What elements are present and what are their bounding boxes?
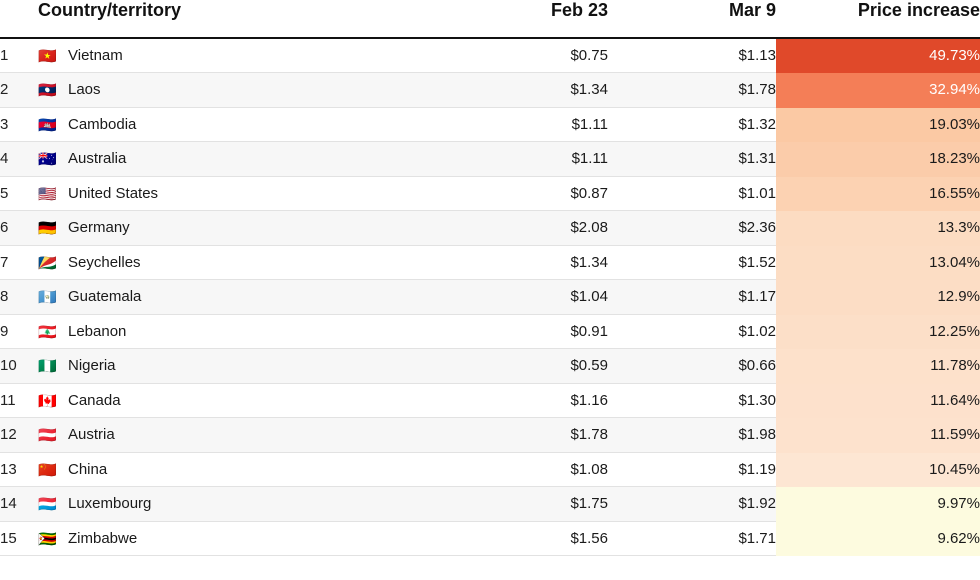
table-row xyxy=(0,245,980,280)
flag-icon: 🇿🇼 xyxy=(38,530,57,548)
cell-price-feb23: $1.16 xyxy=(438,383,608,418)
cell-price-feb23: $1.78 xyxy=(438,418,608,453)
cell-rank: 12 xyxy=(0,418,38,453)
cell-country xyxy=(38,314,438,349)
cell-price-mar9: $1.19 xyxy=(608,452,776,487)
country-label: United States xyxy=(68,184,159,202)
flag-icon: 🇩🇪 xyxy=(38,220,57,238)
country-label: Seychelles xyxy=(68,253,141,271)
cell-country xyxy=(38,487,438,522)
table-row xyxy=(0,383,980,418)
cell-country xyxy=(38,38,438,73)
cell-rank: 14 xyxy=(0,487,38,522)
flag-icon: 🇨🇦 xyxy=(38,392,57,410)
table-row xyxy=(0,349,980,384)
table-row xyxy=(0,38,980,73)
cell-price-feb23: $2.08 xyxy=(438,211,608,246)
table-header xyxy=(0,0,980,38)
cell-price-mar9: $1.52 xyxy=(608,245,776,280)
cell-price-mar9: $1.92 xyxy=(608,487,776,522)
cell-price-increase: 49.73% xyxy=(776,38,980,73)
country-label: China xyxy=(68,460,108,478)
cell-price-feb23: $1.08 xyxy=(438,452,608,487)
flag-icon: 🇺🇸 xyxy=(38,185,57,203)
cell-price-mar9: $1.30 xyxy=(608,383,776,418)
cell-price-increase: 13.04% xyxy=(776,245,980,280)
cell-price-increase: 19.03% xyxy=(776,107,980,142)
table-row xyxy=(0,314,980,349)
cell-price-feb23: $1.56 xyxy=(438,521,608,556)
cell-country xyxy=(38,107,438,142)
cell-rank: 7 xyxy=(0,245,38,280)
table-row xyxy=(0,211,980,246)
country-label: Zimbabwe xyxy=(68,529,138,547)
cell-price-feb23: $1.75 xyxy=(438,487,608,522)
flag-icon: 🇨🇳 xyxy=(38,461,57,479)
cell-rank: 8 xyxy=(0,280,38,315)
cell-price-feb23: $0.87 xyxy=(438,176,608,211)
cell-price-mar9: $1.31 xyxy=(608,142,776,177)
cell-price-increase: 12.9% xyxy=(776,280,980,315)
cell-country xyxy=(38,452,438,487)
cell-price-feb23: $1.34 xyxy=(438,245,608,280)
country-label: Luxembourg xyxy=(68,495,152,513)
column-header-increase: Price increase xyxy=(776,0,980,38)
cell-price-feb23: $1.11 xyxy=(438,142,608,177)
flag-icon: 🇱🇺 xyxy=(38,496,57,514)
flag-icon: 🇦🇺 xyxy=(38,151,57,169)
table-row xyxy=(0,452,980,487)
country-label: Cambodia xyxy=(68,115,137,133)
table-row xyxy=(0,176,980,211)
flag-icon: 🇱🇧 xyxy=(38,323,57,341)
country-label: Nigeria xyxy=(68,357,116,375)
country-label: Lebanon xyxy=(68,322,127,340)
cell-price-feb23: $0.59 xyxy=(438,349,608,384)
cell-rank: 13 xyxy=(0,452,38,487)
cell-rank: 2 xyxy=(0,73,38,108)
cell-price-mar9: $0.66 xyxy=(608,349,776,384)
cell-price-increase: 32.94% xyxy=(776,73,980,108)
cell-price-feb23: $0.91 xyxy=(438,314,608,349)
cell-price-increase: 13.3% xyxy=(776,211,980,246)
table-row xyxy=(0,418,980,453)
cell-country xyxy=(38,349,438,384)
table-row xyxy=(0,142,980,177)
table-row xyxy=(0,107,980,142)
cell-country xyxy=(38,383,438,418)
cell-price-increase: 11.59% xyxy=(776,418,980,453)
cell-price-mar9: $1.02 xyxy=(608,314,776,349)
column-header-mar9: Mar 9 xyxy=(608,0,776,38)
flag-icon: 🇱🇦 xyxy=(38,82,57,100)
table-row xyxy=(0,73,980,108)
table-row xyxy=(0,280,980,315)
cell-rank: 6 xyxy=(0,211,38,246)
country-label: Austria xyxy=(68,426,115,444)
flag-icon: 🇦🇹 xyxy=(38,427,57,445)
cell-price-increase: 9.62% xyxy=(776,521,980,556)
cell-rank: 10 xyxy=(0,349,38,384)
cell-country xyxy=(38,418,438,453)
cell-price-mar9: $1.13 xyxy=(608,38,776,73)
column-header-country: Country/territory xyxy=(38,0,438,38)
cell-price-feb23: $0.75 xyxy=(438,38,608,73)
cell-price-feb23: $1.34 xyxy=(438,73,608,108)
cell-rank: 5 xyxy=(0,176,38,211)
cell-price-mar9: $1.32 xyxy=(608,107,776,142)
table-header-row xyxy=(0,0,980,38)
cell-price-increase: 9.97% xyxy=(776,487,980,522)
column-header-rank xyxy=(0,0,38,38)
flag-icon: 🇸🇨 xyxy=(38,254,57,272)
table-row xyxy=(0,521,980,556)
cell-rank: 3 xyxy=(0,107,38,142)
cell-country xyxy=(38,211,438,246)
table-row xyxy=(0,487,980,522)
cell-price-feb23: $1.04 xyxy=(438,280,608,315)
cell-price-increase: 18.23% xyxy=(776,142,980,177)
cell-rank: 9 xyxy=(0,314,38,349)
country-label: Guatemala xyxy=(68,288,142,306)
country-label: Laos xyxy=(68,81,101,99)
cell-country xyxy=(38,245,438,280)
country-label: Canada xyxy=(68,391,121,409)
flag-icon: 🇳🇬 xyxy=(38,358,57,376)
flag-icon: 🇬🇹 xyxy=(38,289,57,307)
cell-rank: 1 xyxy=(0,38,38,73)
cell-price-mar9: $2.36 xyxy=(608,211,776,246)
cell-price-mar9: $1.98 xyxy=(608,418,776,453)
cell-price-mar9: $1.17 xyxy=(608,280,776,315)
flag-icon: 🇰🇭 xyxy=(38,116,57,134)
cell-price-feb23: $1.11 xyxy=(438,107,608,142)
country-label: Australia xyxy=(68,150,127,168)
cell-rank: 15 xyxy=(0,521,38,556)
cell-country xyxy=(38,280,438,315)
cell-country xyxy=(38,176,438,211)
cell-price-increase: 11.64% xyxy=(776,383,980,418)
cell-rank: 4 xyxy=(0,142,38,177)
cell-price-increase: 10.45% xyxy=(776,452,980,487)
flag-icon: 🇻🇳 xyxy=(38,48,57,65)
column-header-feb23: Feb 23 xyxy=(438,0,608,38)
cell-price-mar9: $1.78 xyxy=(608,73,776,108)
cell-country xyxy=(38,142,438,177)
cell-rank: 11 xyxy=(0,383,38,418)
country-label: Germany xyxy=(68,219,130,237)
cell-country xyxy=(38,73,438,108)
country-label: Vietnam xyxy=(68,47,123,64)
cell-price-mar9: $1.01 xyxy=(608,176,776,211)
cell-country xyxy=(38,521,438,556)
cell-price-increase: 12.25% xyxy=(776,314,980,349)
table-body xyxy=(0,38,980,556)
cell-price-increase: 16.55% xyxy=(776,176,980,211)
cell-price-mar9: $1.71 xyxy=(608,521,776,556)
cell-price-increase: 11.78% xyxy=(776,349,980,384)
